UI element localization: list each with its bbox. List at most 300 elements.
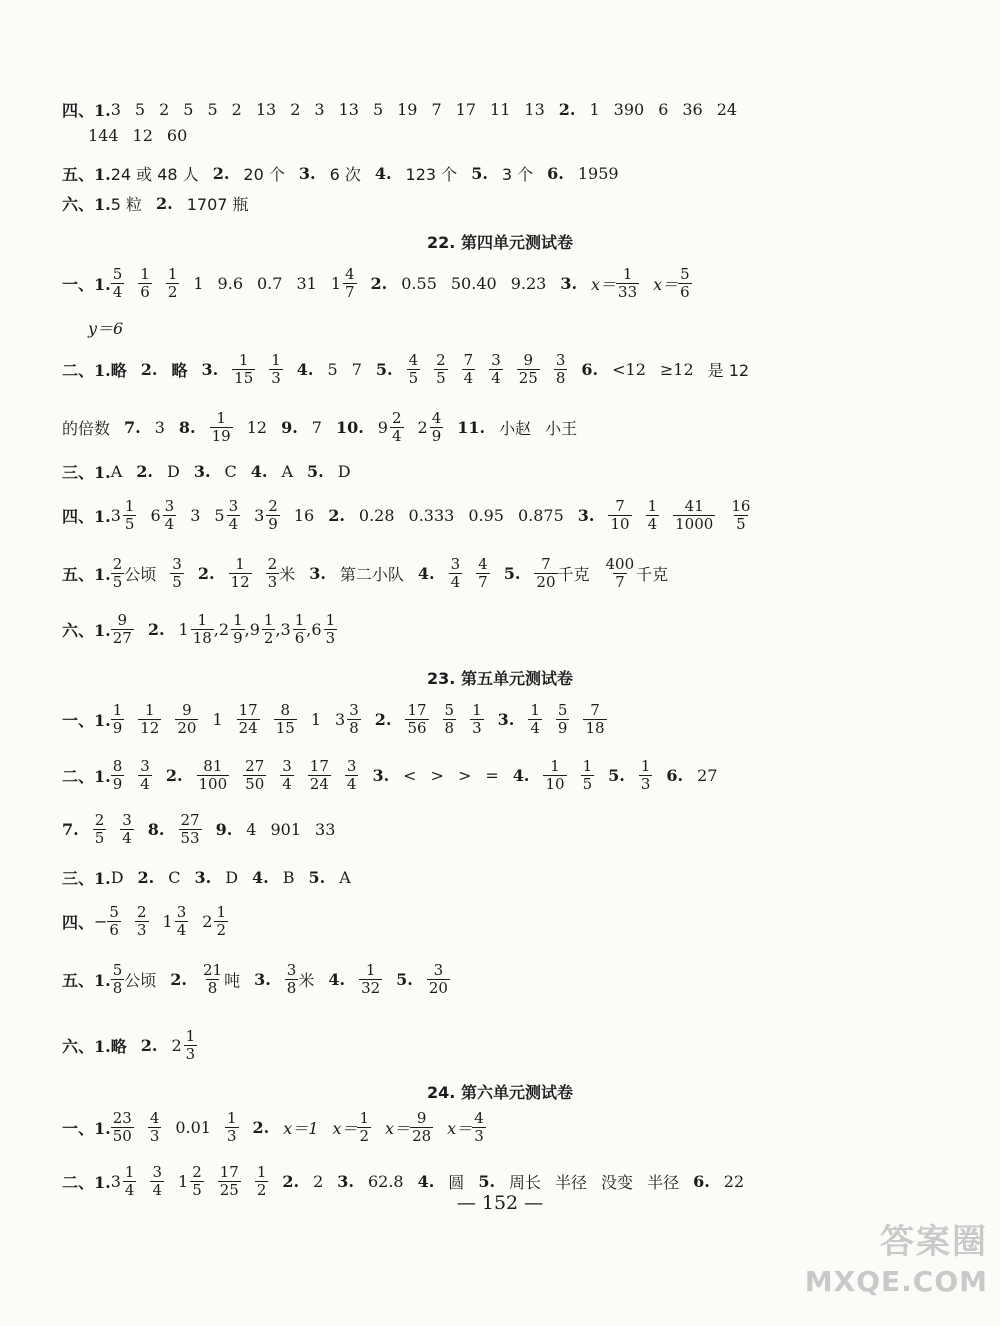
- answer-text: 的倍数: [62, 419, 111, 438]
- question-number: 3.: [337, 1172, 354, 1191]
- question-number: 2.: [140, 360, 158, 379]
- separator: ,: [244, 620, 250, 639]
- separator: ,: [275, 620, 281, 639]
- denominator: 3: [271, 369, 281, 387]
- answer-with-unit: [111, 962, 157, 997]
- question-number: 10.: [335, 418, 364, 437]
- denominator: 4: [124, 1181, 135, 1199]
- equation-lhs: x＝: [447, 1119, 473, 1138]
- mixed-number: [150, 498, 176, 533]
- section-label: 四、: [62, 507, 95, 526]
- numerator: 2: [112, 555, 123, 573]
- numerator: 1: [145, 701, 155, 719]
- fraction: [646, 498, 660, 533]
- numerator: 1: [216, 409, 226, 427]
- numerator: 4: [474, 1109, 484, 1127]
- s22-row-4: [62, 498, 960, 533]
- numerator: 2: [94, 811, 105, 829]
- denominator: 10: [545, 775, 565, 793]
- fraction: [111, 612, 134, 647]
- answer-value: 11: [490, 100, 511, 119]
- s22-row-2: [62, 352, 960, 387]
- section-title-23: [0, 666, 1000, 689]
- answer-value: 5: [134, 100, 146, 119]
- s23-row-4: [62, 904, 960, 939]
- question-number: 2.: [374, 710, 392, 729]
- denominator: 2: [216, 921, 226, 939]
- denominator: 2: [263, 629, 274, 647]
- unit: 公顷: [124, 971, 157, 990]
- fraction: [528, 702, 542, 737]
- answer-value: 3: [190, 506, 201, 525]
- mixed-number-list: [179, 612, 338, 647]
- answer-value: 22: [723, 1172, 745, 1191]
- numerator: 1: [233, 611, 243, 629]
- numerator: 1: [365, 961, 376, 979]
- equation: y＝6: [88, 319, 124, 338]
- answer-with-unit: [266, 556, 296, 591]
- denominator: 5: [408, 369, 419, 387]
- denominator: 20: [536, 573, 556, 591]
- answer-text: 小赵: [499, 419, 532, 438]
- question-number: 5.: [471, 164, 488, 183]
- fraction: [280, 758, 294, 793]
- answer-value: 7: [311, 418, 322, 437]
- numerator: 3: [152, 1163, 162, 1181]
- answer-value: 3: [110, 100, 121, 119]
- s23-row-1: [62, 702, 960, 737]
- numerator: 3: [228, 497, 239, 515]
- fraction: [237, 702, 260, 737]
- denominator: 4: [491, 369, 501, 387]
- fraction: [138, 266, 152, 301]
- answer-value: A: [281, 462, 294, 481]
- question-number: 2.: [558, 100, 576, 119]
- mixed-number: [281, 612, 307, 647]
- question-number: 4.: [328, 970, 346, 989]
- question-number: 2.: [282, 1172, 300, 1191]
- numerator: 5: [112, 961, 123, 979]
- whole-part: 1: [178, 620, 189, 639]
- denominator: 9: [233, 629, 243, 647]
- s23-row-3: [62, 866, 960, 889]
- answer-value: 62.8: [367, 1172, 404, 1191]
- fraction: [673, 498, 715, 533]
- question-number: 4.: [512, 766, 530, 785]
- mixed-number: [111, 498, 137, 533]
- numerator: 3: [172, 555, 182, 573]
- denominator: 15: [234, 369, 254, 387]
- denominator: 7: [345, 283, 355, 301]
- numerator: 3: [349, 701, 359, 719]
- question-number: 5.: [307, 462, 324, 481]
- s21-row-5: [62, 162, 960, 185]
- answer-text: 20 个: [243, 165, 285, 184]
- question-number: 3.: [560, 274, 578, 293]
- fraction: [583, 702, 606, 737]
- denominator: 24: [238, 719, 258, 737]
- s21-row-4-part1: [62, 98, 960, 121]
- s22-row-6: [62, 612, 960, 647]
- s22-row-3: [62, 460, 960, 483]
- question-number: 3.: [201, 360, 219, 379]
- numerator: 1: [622, 265, 633, 283]
- whole-part: 1: [178, 1172, 189, 1191]
- s23-row-2: [62, 758, 960, 793]
- numerator: 27: [180, 811, 200, 829]
- numerator: 23: [112, 1109, 132, 1127]
- answer-value: 2: [231, 100, 242, 119]
- question-number: 6.: [666, 766, 684, 785]
- mixed-number: [311, 612, 337, 647]
- fraction: [232, 352, 255, 387]
- question-number: 1.: [94, 621, 111, 640]
- numerator: 2: [268, 497, 278, 515]
- answer-value: 7: [431, 100, 442, 119]
- question-number: 3.: [254, 970, 271, 989]
- denominator: 25: [518, 369, 538, 387]
- answer-value: 5: [207, 100, 218, 119]
- section-label: 三、: [62, 463, 95, 482]
- denominator: 5: [112, 573, 123, 591]
- fraction: [210, 410, 233, 445]
- answer-value: A: [339, 868, 351, 887]
- section-label: 四、: [62, 101, 95, 120]
- section-number: 22.: [427, 233, 456, 252]
- fraction: [554, 352, 568, 387]
- section-label: 二、: [62, 767, 95, 786]
- question-number: 3.: [298, 164, 316, 183]
- question-number: 2.: [140, 1036, 158, 1055]
- fraction: [462, 352, 476, 387]
- fraction: [111, 1110, 134, 1145]
- s22-row-1: [62, 266, 960, 301]
- section-title-text: 第六单元测试卷: [460, 1083, 573, 1102]
- denominator: 9: [112, 719, 123, 737]
- question-number: 1.: [94, 767, 111, 786]
- whole-part: 2: [218, 620, 230, 639]
- question-number: 1.: [94, 507, 111, 526]
- s21-row-6: [62, 192, 960, 215]
- denominator: 3: [640, 775, 651, 793]
- denominator: 20: [428, 979, 448, 997]
- question-number: 2.: [165, 766, 183, 785]
- whole-part: 2: [417, 418, 428, 437]
- denominator: 4: [463, 369, 474, 387]
- question-number: 7.: [124, 418, 141, 437]
- denominator: 6: [680, 283, 690, 301]
- mixed-number: [335, 702, 361, 737]
- section-label: 五、: [62, 565, 95, 584]
- section-label: 二、: [62, 361, 95, 380]
- fraction: [229, 556, 252, 591]
- answer-value: 1: [193, 274, 204, 293]
- answer-text: 6 次: [329, 165, 361, 184]
- denominator: 4: [346, 775, 357, 793]
- denominator: 4: [176, 921, 187, 939]
- denominator: 8: [555, 369, 566, 387]
- question-number: 6.: [581, 360, 599, 379]
- numerator: 1: [216, 903, 226, 921]
- denominator: 7: [615, 573, 625, 591]
- separator: ,: [306, 620, 312, 639]
- fraction: [197, 758, 230, 793]
- equation: [591, 266, 639, 301]
- question-number: 8.: [147, 820, 165, 839]
- question-number: 2.: [370, 274, 388, 293]
- numerator: 21: [202, 961, 223, 979]
- answer-value: D: [110, 868, 124, 887]
- section-number: 23.: [427, 669, 456, 688]
- denominator: 4: [140, 775, 150, 793]
- denominator: 4: [152, 1181, 162, 1199]
- denominator: 3: [185, 1045, 196, 1063]
- numerator: 3: [282, 757, 292, 775]
- fraction: [138, 758, 152, 793]
- question-number: 1.: [94, 195, 111, 214]
- question-number: 1.: [94, 1173, 111, 1192]
- numerator: 1: [472, 701, 482, 719]
- answer-text: 小王: [545, 419, 578, 438]
- numerator: 2: [391, 409, 402, 427]
- answer-value: 5: [327, 360, 338, 379]
- question-number: 9.: [281, 418, 298, 437]
- numerator: 4: [149, 1109, 160, 1127]
- answer-value: 24: [716, 100, 738, 119]
- question-number: 4.: [252, 868, 269, 887]
- denominator: 4: [164, 515, 175, 533]
- answer-with-unit: [111, 556, 157, 591]
- answer-value: ≥12: [659, 360, 694, 379]
- mixed-number: [254, 498, 280, 533]
- mixed-number: [171, 1028, 197, 1063]
- fraction: [179, 812, 202, 847]
- numerator: 2: [136, 903, 147, 921]
- fraction: [175, 702, 198, 737]
- numerator: 9: [523, 351, 534, 369]
- answer-text: 3 个: [501, 165, 534, 184]
- answer-value: 27: [697, 766, 718, 785]
- equation: [332, 1110, 371, 1145]
- denominator: 18: [585, 719, 605, 737]
- section-title-text: 第五单元测试卷: [460, 669, 573, 688]
- numerator: 4: [345, 265, 355, 283]
- question-number: 4.: [296, 360, 314, 379]
- comparison-sign: >: [457, 766, 472, 785]
- fraction: [269, 352, 283, 387]
- numerator: 1: [185, 1027, 196, 1045]
- numerator: 9: [117, 611, 128, 629]
- s24-row-1: [62, 1110, 960, 1145]
- comparison-sign: <: [403, 766, 417, 785]
- denominator: 6: [140, 283, 150, 301]
- numerator: 1: [124, 497, 135, 515]
- question-number: 3.: [194, 868, 212, 887]
- answer-text: 略: [171, 361, 188, 380]
- numerator: 3: [164, 497, 175, 515]
- numerator: 7: [541, 555, 551, 573]
- equation-lhs: x＝: [332, 1119, 358, 1138]
- answer-value: 9.23: [510, 274, 547, 293]
- answer-value: 1: [212, 710, 223, 729]
- denominator: 4: [450, 573, 461, 591]
- question-number: 2.: [252, 1118, 270, 1137]
- numerator: 4: [478, 555, 488, 573]
- numerator: 1: [263, 611, 274, 629]
- question-number: 3.: [309, 564, 326, 583]
- numerator: 3: [555, 351, 566, 369]
- equation-lhs: x＝: [591, 275, 617, 294]
- numerator: 7: [590, 701, 600, 719]
- watermark-text: 答案圈: [880, 1222, 988, 1262]
- s21-row-4-part2: [88, 126, 960, 145]
- denominator: 8: [286, 979, 297, 997]
- answer-value: D: [337, 462, 351, 481]
- mixed-number: [378, 410, 404, 445]
- denominator: 5: [736, 515, 746, 533]
- question-number: 5.: [478, 1172, 496, 1191]
- question-number: 1.: [94, 565, 111, 584]
- numerator: 3: [176, 903, 187, 921]
- numerator: 3: [433, 961, 444, 979]
- answer-value: C: [168, 868, 181, 887]
- answer-value: 36: [682, 100, 703, 119]
- answer-text: 半径: [555, 1173, 588, 1192]
- answer-text: 123 个: [405, 165, 458, 184]
- denominator: 12: [230, 573, 250, 591]
- fraction: [148, 1110, 162, 1145]
- denominator: 4: [228, 515, 239, 533]
- whole-part: 3: [110, 506, 121, 525]
- whole-part: 6: [150, 506, 161, 525]
- whole-part: 3: [280, 620, 291, 639]
- answer-value: 5: [372, 100, 384, 119]
- fraction: [581, 758, 595, 793]
- s23-row-2-cont: [62, 812, 960, 847]
- answer-value: 3: [314, 100, 325, 119]
- denominator: 20: [177, 719, 197, 737]
- question-number: 2.: [197, 564, 215, 583]
- numerator: 1: [256, 1163, 267, 1181]
- question-number: 2.: [137, 868, 155, 887]
- unit: 千克: [557, 565, 590, 584]
- fraction: [170, 556, 184, 591]
- answer-value: 901: [270, 820, 302, 839]
- numerator: 4: [408, 351, 419, 369]
- fraction: [608, 498, 631, 533]
- answer-value: 2: [313, 1172, 324, 1191]
- answer-text: 半径: [647, 1173, 680, 1192]
- fraction: [427, 962, 450, 997]
- denominator: 3: [149, 1127, 160, 1145]
- answer-with-unit: [534, 556, 589, 591]
- fraction: [166, 266, 180, 301]
- fraction: [443, 702, 457, 737]
- answer-value: 12: [246, 418, 268, 437]
- answer-with-unit: [604, 556, 669, 591]
- s22-row-2-cont: [62, 410, 960, 445]
- denominator: 56: [407, 719, 427, 737]
- question-number: 8.: [178, 418, 196, 437]
- section-number: 24.: [427, 1083, 456, 1102]
- whole-part: 1: [330, 274, 341, 293]
- answer-value: D: [225, 868, 239, 887]
- denominator: 33: [618, 283, 638, 301]
- numerator: 27: [245, 757, 265, 775]
- numerator: 17: [407, 701, 427, 719]
- answer-text: 24 或 48 人: [110, 165, 199, 184]
- answer-value: D: [166, 462, 180, 481]
- answer-value: 13: [255, 100, 277, 119]
- watermark-url: MXQE.COM: [804, 1265, 988, 1298]
- answer-text: 1707 瓶: [186, 195, 249, 214]
- denominator: 4: [122, 829, 132, 847]
- denominator: 6: [109, 921, 119, 939]
- denominator: 7: [478, 573, 488, 591]
- question-number: 7.: [62, 820, 79, 839]
- denominator: 3: [267, 573, 278, 591]
- answer-value: 16: [293, 506, 315, 525]
- answer-value: 0.28: [358, 506, 395, 525]
- numerator: 1: [294, 611, 305, 629]
- equation: x＝1: [283, 1119, 319, 1138]
- mixed-number: [331, 266, 357, 301]
- numerator: 4: [431, 409, 442, 427]
- denominator: 50: [245, 775, 265, 793]
- minus-sign: −: [94, 912, 108, 931]
- comparison-sign: =: [485, 766, 499, 785]
- answer-text: 略: [110, 361, 127, 380]
- question-number: 1.: [94, 869, 111, 888]
- numerator: 5: [680, 265, 690, 283]
- fraction: [120, 812, 134, 847]
- numerator: 1: [124, 1163, 135, 1181]
- question-number: 5.: [308, 868, 326, 887]
- numerator: 1: [226, 1109, 237, 1127]
- numerator: 41: [684, 497, 704, 515]
- denominator: 3: [226, 1127, 237, 1145]
- fraction: [274, 702, 297, 737]
- denominator: 5: [436, 369, 446, 387]
- whole-part: 9: [377, 418, 388, 437]
- answer-value: 1: [589, 100, 600, 119]
- whole-part: 3: [335, 710, 346, 729]
- denominator: 3: [472, 719, 482, 737]
- numerator: 1: [197, 611, 208, 629]
- denominator: 100: [198, 775, 228, 793]
- answer-value: 3: [154, 418, 165, 437]
- answer-with-unit: [285, 962, 315, 997]
- answer-text: 略: [110, 1037, 127, 1056]
- question-number: 1.: [94, 361, 111, 380]
- denominator: 8: [349, 719, 359, 737]
- fraction: [138, 702, 161, 737]
- question-number: 5.: [396, 970, 413, 989]
- denominator: 18: [192, 629, 212, 647]
- denominator: 4: [391, 427, 402, 445]
- answer-value: 17: [455, 100, 477, 119]
- numerator: 1: [647, 497, 658, 515]
- numerator: 3: [286, 961, 297, 979]
- section-title-22: [0, 230, 1000, 253]
- answer-text: 5 粒: [110, 195, 142, 214]
- mixed-number: [214, 498, 240, 533]
- denominator: 12: [140, 719, 160, 737]
- denominator: 2: [359, 1127, 370, 1145]
- question-number: 3.: [372, 766, 390, 785]
- answer-value: 0.55: [401, 274, 437, 293]
- unit: 千克: [636, 565, 669, 584]
